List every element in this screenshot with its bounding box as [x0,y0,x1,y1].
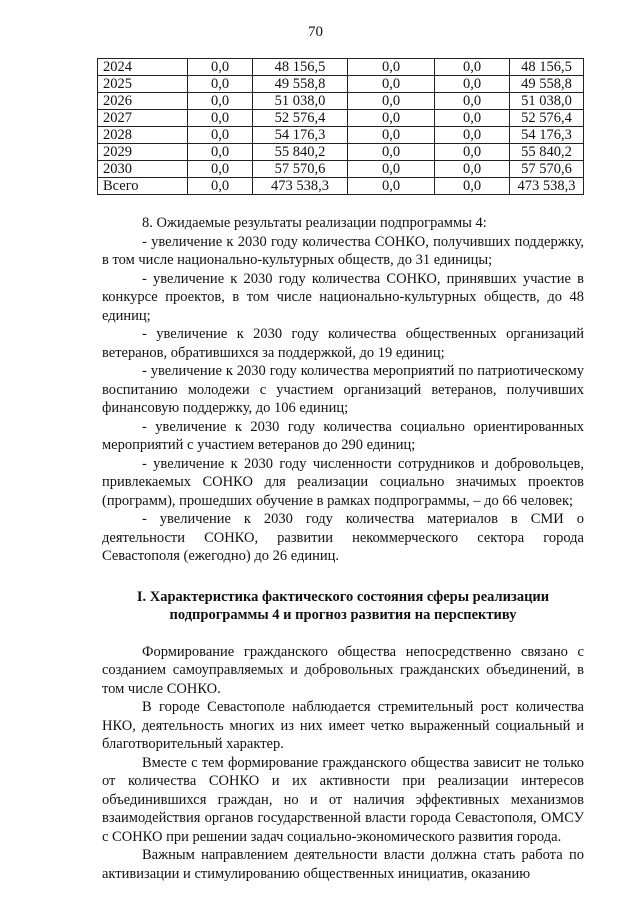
result-item: - увеличение к 2030 году численности сотрудников и добровольцев, привлекаемых СОНКО для реализации социально значимых проектов (программ), прошедших обучение в рамках подпрограммы, – до 66 человек; [102,455,584,509]
table-cell-year: 2026 [98,93,188,110]
table-cell-value: 0,0 [435,127,510,144]
table-cell-value: 51 038,0 [253,93,348,110]
table-cell-value: 0,0 [435,161,510,178]
table-cell-value: 55 840,2 [510,144,584,161]
table-row [98,127,584,144]
table-cell-value: 0,0 [188,110,253,127]
table-row [98,93,584,110]
table-cell-value: 52 576,4 [510,110,584,127]
table-cell-value: 473 538,3 [253,178,348,195]
table-cell-value: 0,0 [348,127,435,144]
table-cell-value: 48 156,5 [253,59,348,76]
results-intro: 8. Ожидаемые результаты реализации подпрограммы 4: [142,215,487,231]
table-cell-value: 0,0 [435,76,510,93]
table-cell-value: 0,0 [188,178,253,195]
result-item: - увеличение к 2030 году количества СОНКО, принявших участие в конкурсе проектов, в том числе национально-культурных обществ, до 48 единиц; [102,270,584,324]
table-cell-value: 51 038,0 [510,93,584,110]
table-cell-value: 0,0 [188,59,253,76]
table-row [98,76,584,93]
table-cell-year: 2029 [98,144,188,161]
table-cell-value: 0,0 [435,144,510,161]
result-item: - увеличение к 2030 году количества мероприятий по патриотическому воспитанию молодежи с участием организаций ветеранов, получивших финансовую поддержку, до 106 единиц; [102,363,584,416]
table-cell-value: 473 538,3 [510,178,584,195]
table-cell-year: 2024 [98,59,188,76]
table-cell-value: 54 176,3 [510,127,584,144]
table-cell-value: 49 558,8 [253,76,348,93]
table-cell-value: 0,0 [188,161,253,178]
table-cell-value: 0,0 [188,144,253,161]
document-body [102,214,584,883]
result-item: - увеличение к 2030 году количества общественных организаций ветеранов, обратившихся за поддержкой, до 19 единиц; [102,326,584,361]
section-heading [102,588,584,625]
table-cell-year: 2028 [98,127,188,144]
table-cell-value: 0,0 [348,178,435,195]
table-cell-value: 0,0 [435,110,510,127]
table-cell-value: 57 570,6 [253,161,348,178]
table-cell-year: 2027 [98,110,188,127]
table-cell-value: 52 576,4 [253,110,348,127]
table-cell-value: 57 570,6 [510,161,584,178]
table-cell-year: 2025 [98,76,188,93]
result-item: - увеличение к 2030 году количества СОНКО, получивших поддержку, в том числе национально-культурных обществ, до 31 единицы; [102,233,584,268]
table-row [98,161,584,178]
section-paragraph: Важным направлением деятельности власти должна стать работа по активизации и стимулированию общественных инициатив, оказанию [102,847,584,882]
table-row [98,110,584,127]
section-paragraph: Вместе с тем формирование гражданского общества зависит не только от количества СОНКО и их активности при реализации интересов объединившихся граждан, но и от наличия эффективных механизмов взаимодействия органов государственной власти города Севастополя, ОМСУ с СОНКО при решении задач социально-экономического развития города. [102,754,584,845]
table-row [98,178,584,195]
table-cell-value: 0,0 [348,59,435,76]
table-cell-value: 0,0 [348,161,435,178]
table-cell-value: 0,0 [188,127,253,144]
table-cell-value: 0,0 [435,59,510,76]
table-cell-value: 54 176,3 [253,127,348,144]
table-cell-value: 0,0 [348,144,435,161]
budget-table [97,58,584,195]
table-cell-value: 48 156,5 [510,59,584,76]
result-item: - увеличение к 2030 году количества материалов в СМИ о деятельности СОНКО, развитии некоммерческого сектора города Севастополя (ежегодно) до 26 единиц. [102,511,584,564]
table-cell-year: Всего [98,178,188,195]
page-number: 70 [308,24,323,40]
table-row [98,144,584,161]
table-cell-year: 2030 [98,161,188,178]
section-heading-line: I. Характеристика фактического состояния сферы реализации [136,588,550,605]
table-cell-value: 0,0 [348,110,435,127]
table-cell-value: 55 840,2 [253,144,348,161]
section-heading-line: подпрограммы 4 и прогноз развития на перспективу [169,607,517,623]
table-cell-value: 0,0 [348,76,435,93]
table-cell-value: 0,0 [435,178,510,195]
table-cell-value: 49 558,8 [510,76,584,93]
result-item: - увеличение к 2030 году количества социально ориентированных мероприятий с участием ветеранов до 290 единиц; [102,418,584,453]
section-paragraph: В городе Севастополе наблюдается стремительный рост количества НКО, деятельность многих из них имеет четко выраженный социальный и благотворительный характер. [102,699,584,752]
table-cell-value: 0,0 [348,93,435,110]
table-cell-value: 0,0 [188,76,253,93]
table-cell-value: 0,0 [188,93,253,110]
table-cell-value: 0,0 [435,93,510,110]
table-row [98,59,584,76]
section-paragraph: Формирование гражданского общества непосредственно связано с созданием самоуправляемых и добровольных гражданских объединений, в том числе СОНКО. [102,643,584,697]
